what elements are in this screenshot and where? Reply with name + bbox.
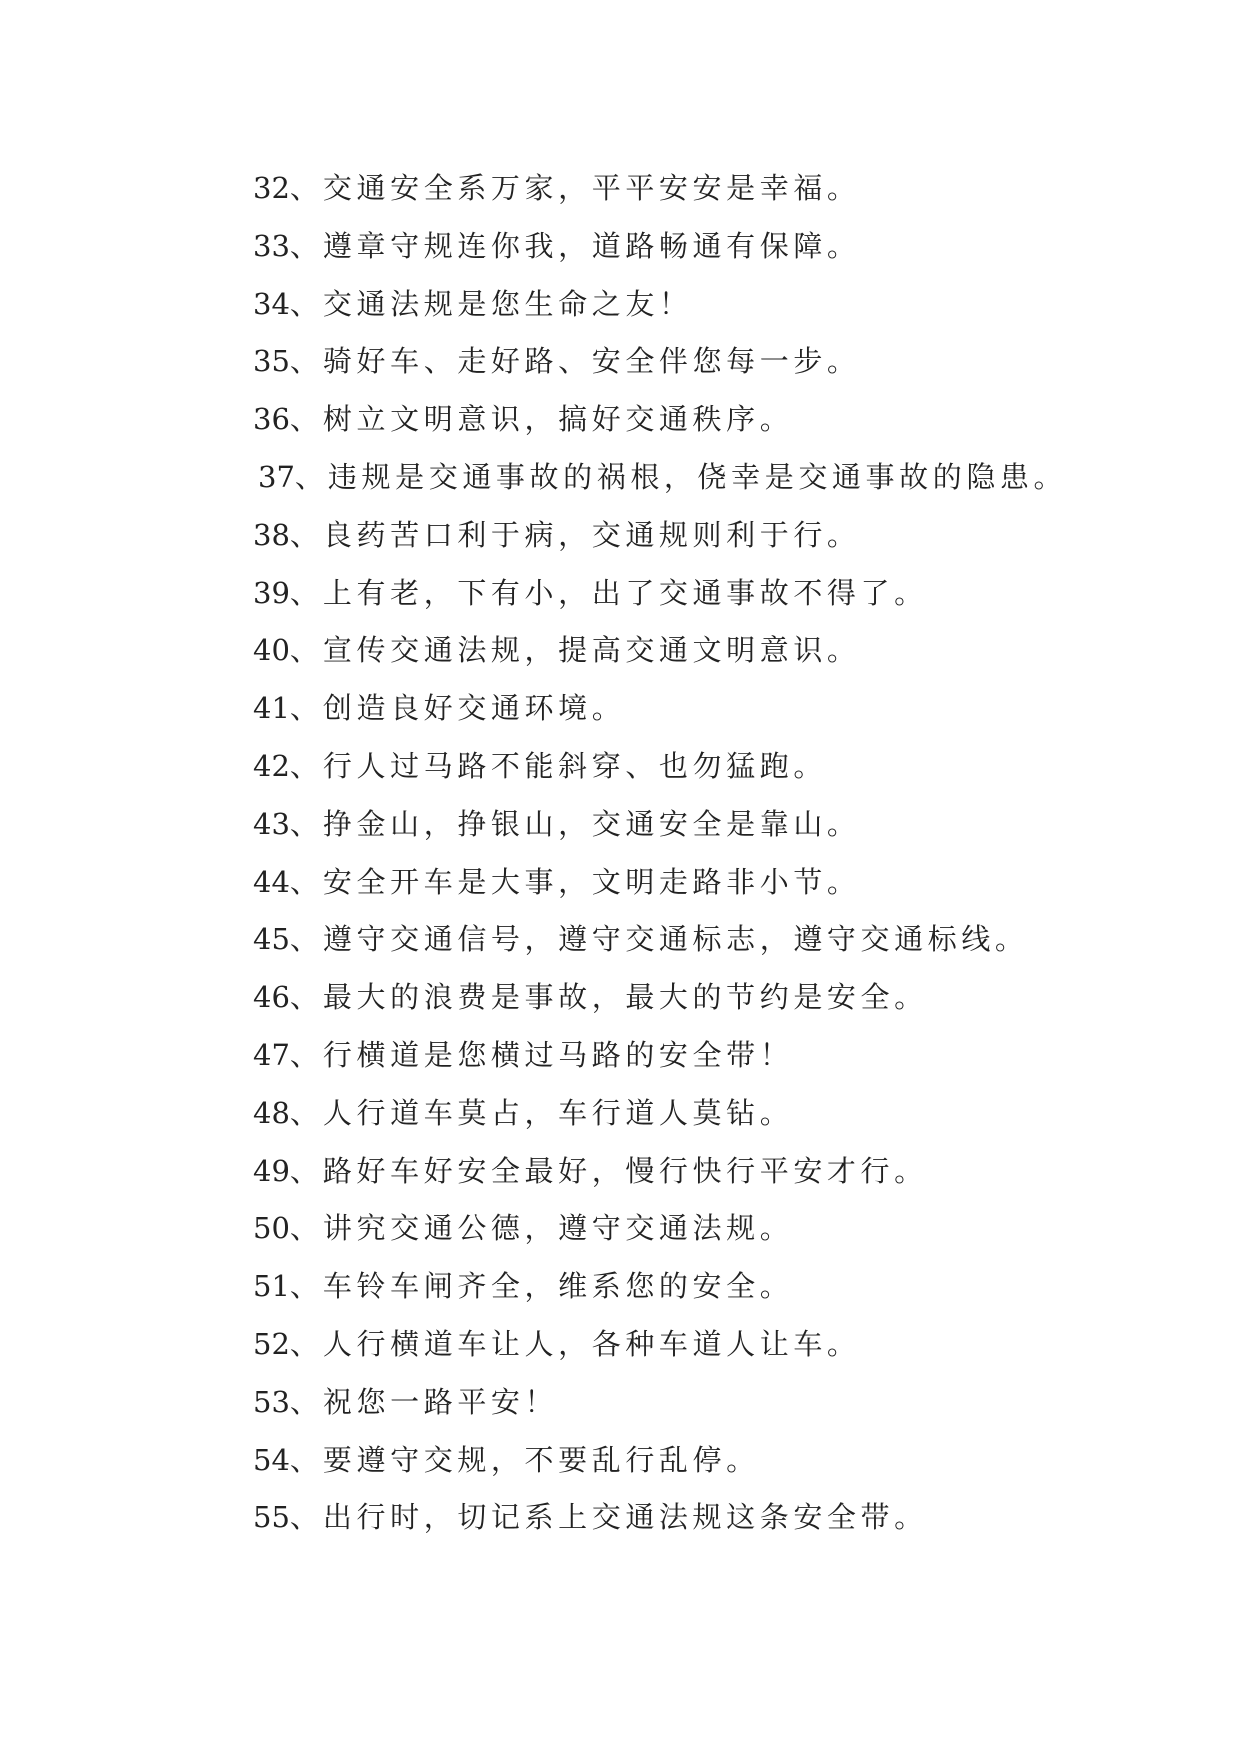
- item-separator: 、: [294, 459, 328, 494]
- list-item: [253, 565, 1213, 623]
- list-item: [253, 276, 1213, 334]
- list-item: [253, 1085, 1213, 1143]
- item-number: 54: [253, 1442, 290, 1477]
- item-number: 42: [253, 748, 290, 783]
- list-item: [253, 160, 1213, 218]
- list-item: [253, 1374, 1213, 1432]
- item-text: 安全开车是大事，文明走路非小节。: [322, 864, 861, 899]
- item-separator: 、: [289, 286, 323, 321]
- item-separator: 、: [289, 1384, 323, 1419]
- item-text: 最大的浪费是事故，最大的节约是安全。: [322, 980, 928, 1015]
- list-item: [253, 1027, 1213, 1085]
- item-text: 良药苦口利于病，交通规则利于行。: [322, 517, 861, 552]
- list-item: [253, 1432, 1213, 1490]
- item-separator: 、: [289, 1211, 323, 1246]
- list-item: [253, 1200, 1213, 1258]
- list-item: [253, 391, 1213, 449]
- item-number: 53: [253, 1384, 290, 1419]
- item-text: 行横道是您横过马路的安全带！: [322, 1037, 794, 1072]
- item-text: 上有老，下有小，出了交通事故不得了。: [322, 575, 928, 610]
- item-number: 48: [253, 1095, 290, 1130]
- item-number: 36: [253, 402, 290, 437]
- item-number: 51: [253, 1269, 290, 1304]
- item-separator: 、: [289, 980, 323, 1015]
- item-text: 人行横道车让人，各种车道人让车。: [322, 1326, 861, 1361]
- item-number: 35: [253, 344, 290, 379]
- list-item: [253, 449, 1213, 507]
- item-separator: 、: [289, 691, 323, 726]
- item-number: 33: [253, 228, 290, 263]
- list-item: [253, 796, 1213, 854]
- item-separator: 、: [289, 748, 323, 783]
- item-number: 37: [258, 459, 295, 494]
- item-separator: 、: [289, 1037, 323, 1072]
- item-separator: 、: [289, 575, 323, 610]
- item-text: 车铃车闸齐全，维系您的安全。: [322, 1269, 794, 1304]
- item-number: 41: [253, 691, 290, 726]
- item-number: 44: [253, 864, 290, 899]
- item-number: 34: [253, 286, 290, 321]
- list-item: [253, 680, 1213, 738]
- item-text: 骑好车、走好路、安全伴您每一步。: [322, 344, 861, 379]
- item-text: 遵章守规连你我，道路畅通有保障。: [322, 228, 861, 263]
- item-text: 宣传交通法规，提高交通文明意识。: [322, 633, 861, 668]
- list-item: [253, 218, 1213, 276]
- item-number: 49: [253, 1153, 290, 1188]
- list-item: [253, 507, 1213, 565]
- list-item: [253, 333, 1213, 391]
- item-text: 树立文明意识，搞好交通秩序。: [322, 402, 794, 437]
- item-text: 出行时，切记系上交通法规这条安全带。: [322, 1500, 928, 1535]
- item-number: 32: [253, 171, 290, 205]
- item-number: 45: [253, 922, 290, 957]
- item-number: 39: [253, 575, 290, 610]
- item-text: 违规是交通事故的祸根，侥幸是交通事故的隐患。: [327, 459, 1068, 494]
- list-item: [253, 1489, 1213, 1547]
- item-text: 要遵守交规，不要乱行乱停。: [322, 1442, 760, 1477]
- item-separator: 、: [289, 806, 323, 841]
- item-number: 38: [253, 517, 290, 552]
- item-text: 挣金山，挣银山，交通安全是靠山。: [322, 806, 861, 841]
- item-separator: 、: [289, 402, 323, 437]
- list-item: [253, 911, 1213, 969]
- item-separator: 、: [289, 1500, 323, 1535]
- item-number: 40: [253, 633, 290, 668]
- item-text: 交通安全系万家，平平安安是幸福。: [322, 171, 861, 205]
- item-separator: 、: [289, 1442, 323, 1477]
- item-text: 交通法规是您生命之友！: [322, 286, 693, 321]
- item-separator: 、: [289, 1326, 323, 1361]
- item-text: 人行道车莫占，车行道人莫钻。: [322, 1095, 794, 1130]
- item-text: 路好车好安全最好，慢行快行平安才行。: [322, 1153, 928, 1188]
- item-separator: 、: [289, 633, 323, 668]
- item-separator: 、: [289, 517, 323, 552]
- list-item: [253, 622, 1213, 680]
- item-separator: 、: [289, 344, 323, 379]
- item-text: 祝您一路平安！: [322, 1384, 559, 1419]
- slogan-list: [253, 160, 1213, 1547]
- list-item: [253, 1316, 1213, 1374]
- item-separator: 、: [289, 864, 323, 899]
- item-separator: 、: [289, 171, 323, 205]
- list-item: [253, 1258, 1213, 1316]
- item-separator: 、: [289, 1269, 323, 1304]
- item-number: 50: [253, 1211, 290, 1246]
- list-item: [253, 969, 1213, 1027]
- item-text: 遵守交通信号，遵守交通标志，遵守交通标线。: [322, 922, 1029, 957]
- list-item: [253, 738, 1213, 796]
- list-item: [253, 1143, 1213, 1201]
- item-number: 55: [253, 1500, 290, 1535]
- item-text: 行人过马路不能斜穿、也勿猛跑。: [322, 748, 827, 783]
- item-separator: 、: [289, 228, 323, 263]
- item-number: 52: [253, 1326, 290, 1361]
- item-text: 讲究交通公德，遵守交通法规。: [322, 1211, 794, 1246]
- list-item: [253, 854, 1213, 912]
- item-separator: 、: [289, 1153, 323, 1188]
- item-separator: 、: [289, 1095, 323, 1130]
- item-number: 47: [253, 1037, 290, 1072]
- item-text: 创造良好交通环境。: [322, 691, 626, 726]
- item-separator: 、: [289, 922, 323, 957]
- item-number: 43: [253, 806, 290, 841]
- item-number: 46: [253, 980, 290, 1015]
